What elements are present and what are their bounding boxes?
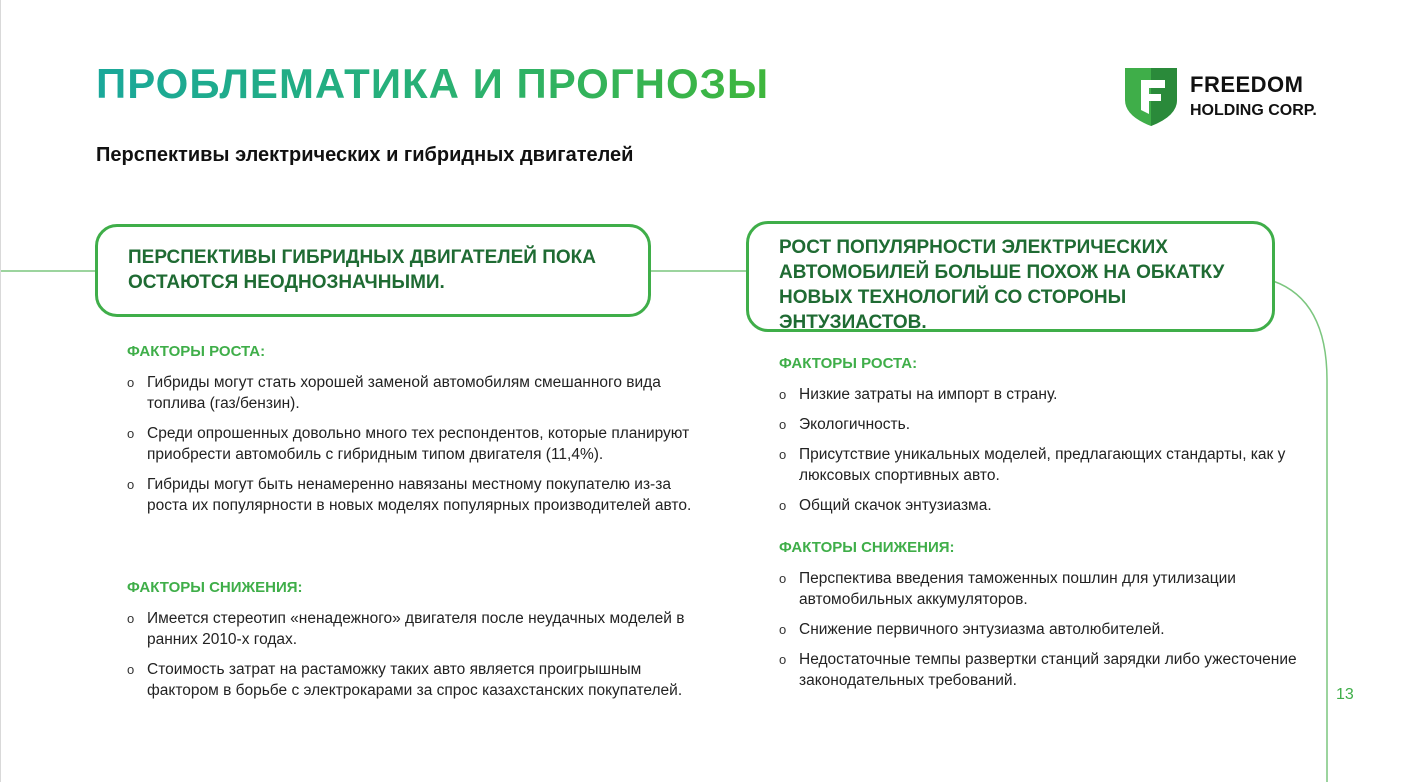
list-item <box>779 444 1319 486</box>
list-item <box>127 608 692 650</box>
right-growth-list <box>779 384 1319 525</box>
bullet-icon: o <box>779 571 787 586</box>
list-item <box>127 372 697 414</box>
right-callout-box <box>746 221 1275 332</box>
freedom-logo-icon <box>1123 66 1179 128</box>
list-item-text: Недостаточные темпы развертки станций зарядки либо ужесточение законодательных требований. <box>799 651 1297 689</box>
page-number: 13 <box>1336 686 1354 703</box>
bullet-icon: o <box>127 477 135 492</box>
list-item-text: Гибриды могут быть ненамеренно навязаны местному покупателю из-за роста их популярности в новых моделях популярных производителей авто. <box>147 476 692 514</box>
list-item-text: Стоимость затрат на растаможку таких авто является проигрышным фактором в борьбе с электрокарами за спрос казахстанских покупателей. <box>147 661 683 699</box>
list-item <box>779 649 1319 691</box>
right-decline-heading: ФАКТОРЫ СНИЖЕНИЯ: <box>779 539 955 556</box>
list-item-text: Среди опрошенных довольно много тех респондентов, которые планируют приобрести автомобиль с гибридным типом двигателя (11,4%). <box>147 425 690 463</box>
list-item-text: Присутствие уникальных моделей, предлагающих стандарты, как у люксовых спортивных авто. <box>799 446 1286 484</box>
list-item <box>127 423 697 465</box>
bullet-icon: o <box>779 652 787 667</box>
bullet-icon: o <box>127 662 135 677</box>
list-item <box>127 474 697 516</box>
list-item <box>779 414 1319 435</box>
list-item <box>779 495 1319 516</box>
bullet-icon: o <box>779 622 787 637</box>
list-item-text: Низкие затраты на импорт в страну. <box>799 386 1058 403</box>
bullet-icon: o <box>779 498 787 513</box>
left-decline-list <box>127 608 692 710</box>
company-logo <box>1123 66 1333 130</box>
bullet-icon: o <box>127 375 135 390</box>
list-item-text: Снижение первичного энтузиазма автолюбителей. <box>799 621 1165 638</box>
bullet-icon: o <box>127 611 135 626</box>
right-growth-heading: ФАКТОРЫ РОСТА: <box>779 355 918 372</box>
list-item-text: Гибриды могут стать хорошей заменой автомобилям смешанного вида топлива (газ/бензин). <box>147 374 661 412</box>
right-decline-list <box>779 568 1319 700</box>
bullet-icon: o <box>779 417 787 432</box>
list-item <box>779 619 1319 640</box>
logo-text-holding: HOLDING CORP. <box>1190 102 1317 119</box>
left-callout-text: ПЕРСПЕКТИВЫ ГИБРИДНЫХ ДВИГАТЕЛЕЙ ПОКА ОСТАЮТСЯ НЕОДНОЗНАЧНЫМИ. <box>128 247 596 293</box>
bullet-icon: o <box>127 426 135 441</box>
page-title: ПРОБЛЕМАТИКА И ПРОГНОЗЫ <box>96 60 770 107</box>
right-callout-text: РОСТ ПОПУЛЯРНОСТИ ЭЛЕКТРИЧЕСКИХ АВТОМОБИЛЕЙ БОЛЬШЕ ПОХОЖ НА ОБКАТКУ НОВЫХ ТЕХНОЛОГИЙ СО СТОРОНЫ ЭНТУЗИАСТОВ. <box>779 237 1225 333</box>
list-item-text: Экологичность. <box>799 416 911 433</box>
list-item-text: Имеется стереотип «ненадежного» двигателя после неудачных моделей в ранних 2010-х годах. <box>147 610 685 648</box>
list-item <box>127 659 692 701</box>
list-item-text: Общий скачок энтузиазма. <box>799 497 992 514</box>
page-subtitle: Перспективы электрических и гибридных двигателей <box>96 144 634 166</box>
bullet-icon: o <box>779 447 787 462</box>
list-item-text: Перспектива введения таможенных пошлин для утилизации автомобильных аккумуляторов. <box>799 570 1236 608</box>
list-item <box>779 384 1319 405</box>
left-callout-box <box>95 224 651 317</box>
logo-text-freedom: FREEDOM <box>1190 72 1304 97</box>
list-item <box>779 568 1319 610</box>
left-growth-list <box>127 372 697 525</box>
left-growth-heading: ФАКТОРЫ РОСТА: <box>127 343 266 360</box>
bullet-icon: o <box>779 387 787 402</box>
left-decline-heading: ФАКТОРЫ СНИЖЕНИЯ: <box>127 579 303 596</box>
